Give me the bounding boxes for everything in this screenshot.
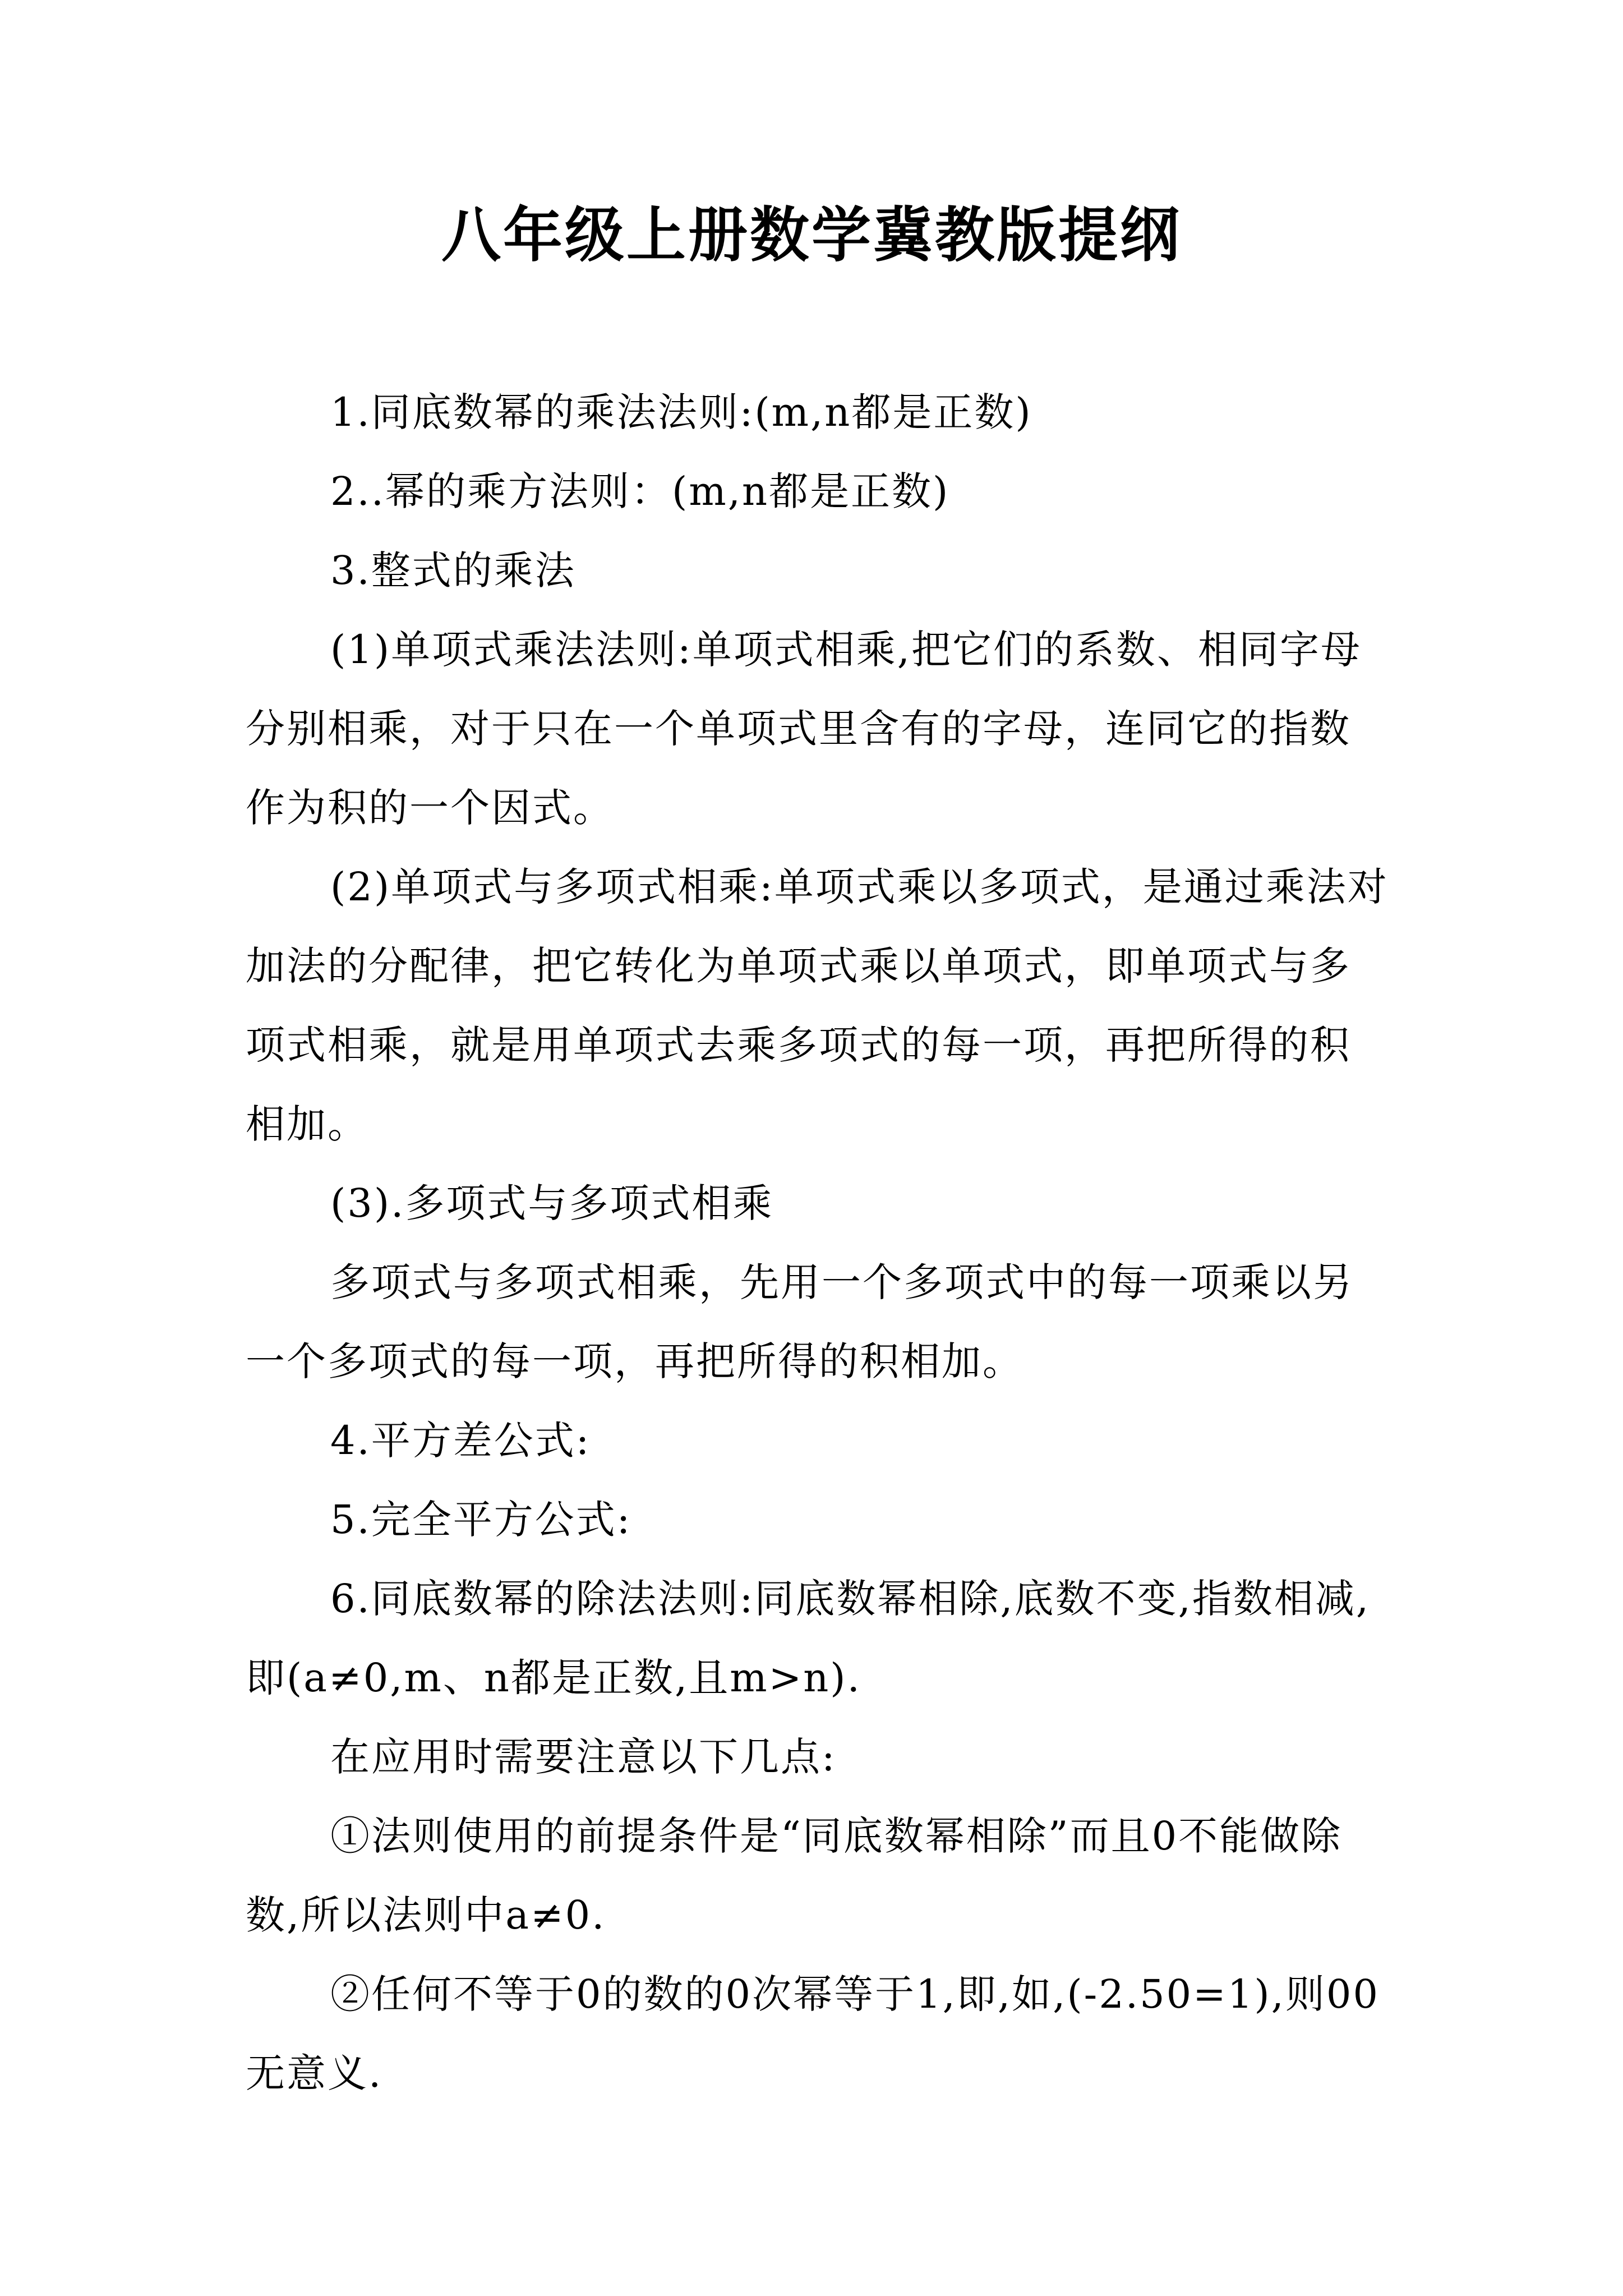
document-body xyxy=(246,373,1390,2113)
paragraph-rule-2: 2..幂的乘方法则：(m,n都是正数) xyxy=(330,468,950,514)
paragraph-rule-3-1: (1)单项式乘法法则:单项式相乘,把它们的系数、相同字母分别相乘，对于只在一个单项式里含有的字母，连同它的指数作为积的一个因式。 xyxy=(246,627,1362,831)
paragraph-rule-3-2: (2)单项式与多项式相乘:单项式乘以多项式，是通过乘法对加法的分配律，把它转化为单项式乘以单项式，即单项式与多项式相乘，就是用单项式去乘多项式的每一项，再把所得的积相加。 xyxy=(246,864,1389,1147)
document-title: 八年级上册数学冀教版提纲 xyxy=(441,201,1182,270)
paragraph-note-1: ①法则使用的前提条件是“同底数幂相除”而且0不能做除数,所以法则中a≠0. xyxy=(246,1813,1343,1938)
paragraph-note-2: ②任何不等于0的数的0次幂等于1,即,如,(-2.50=1),则00无意义. xyxy=(246,1971,1380,2096)
paragraph-rule-3-3-heading: (3).多项式与多项式相乘 xyxy=(330,1180,774,1226)
paragraph-rule-5: 5.完全平方公式: xyxy=(330,1497,632,1543)
paragraph-notes-intro: 在应用时需要注意以下几点: xyxy=(330,1734,837,1780)
paragraph-rule-6: 6.同底数幂的除法法则:同底数幂相除,底数不变,指数相减,即(a≠0,m、n都是正数,且m>n). xyxy=(246,1576,1371,1701)
paragraph-rule-4: 4.平方差公式: xyxy=(330,1418,591,1464)
paragraph-rule-3-heading: 3.整式的乘法 xyxy=(330,547,576,593)
paragraph-rule-3-3-body: 多项式与多项式相乘，先用一个多项式中的每一项乘以另一个多项式的每一项，再把所得的积相加。 xyxy=(246,1259,1354,1384)
paragraph-rule-1: 1.同底数幂的乘法法则:(m,n都是正数) xyxy=(330,389,1032,435)
